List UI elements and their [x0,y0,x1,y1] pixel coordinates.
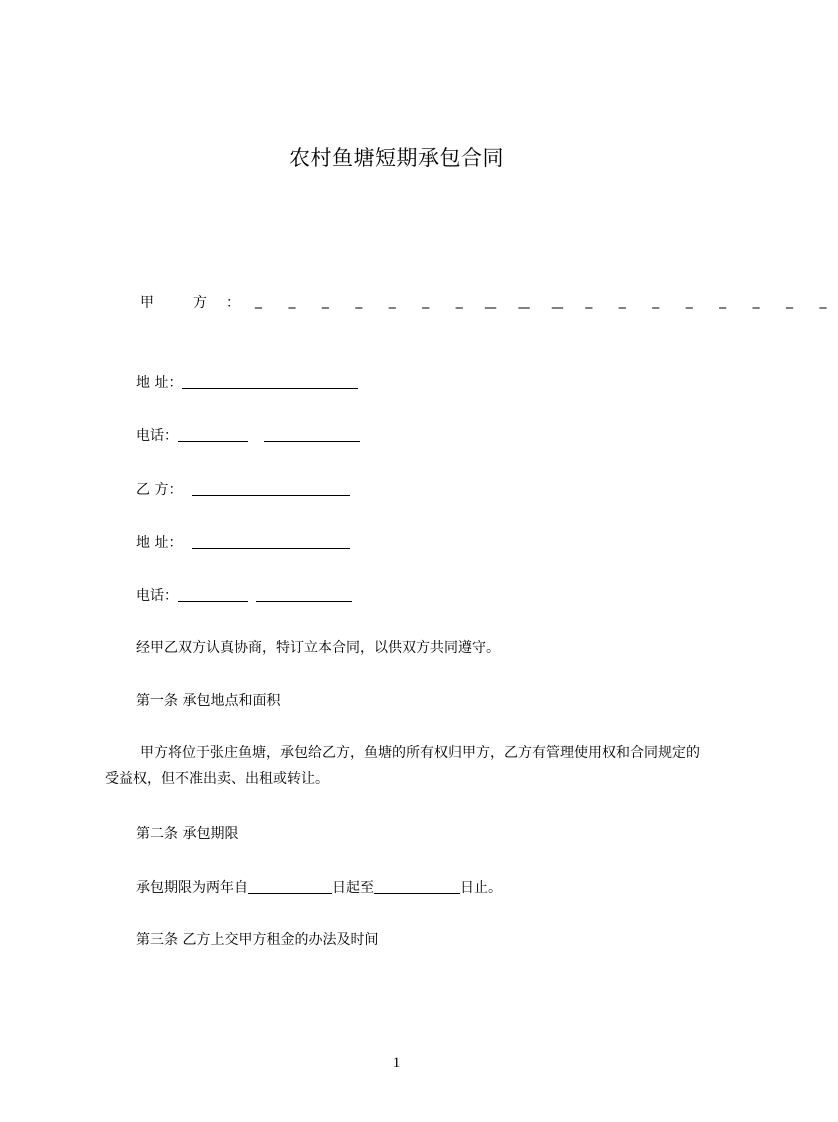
article2-body-part3: 日止。 [460,880,502,896]
article2-body-part1: 承包期限为两年自 [136,880,248,896]
phone-a-blank-1 [178,427,248,442]
phone-b-label: 电话： [136,588,178,604]
party-a-dash-blank-1: _ _ _ _ _ _ _ _ _ _ [255,293,575,309]
end-date-blank [374,879,460,894]
party-b-line [136,479,350,500]
phone-b-blank-1 [178,587,248,602]
party-a-label-char2: 方 [193,295,207,311]
phone-a-label: 电话： [136,428,178,444]
intro-paragraph: 经甲乙双方认真协商，特订立本合同，以供双方共同遵守。 [136,640,500,656]
document-title: 农村鱼塘短期承包合同 [289,146,504,170]
article2-body-part2: 日起至 [332,880,374,896]
party-b-label: 乙 方： [136,482,183,498]
address-b-blank [192,534,350,549]
article2-body [136,877,502,898]
article1-body: 甲方将位于张庄鱼塘，承包给乙方，鱼塘的所有权归甲方，乙方有管理使用权和合同规定的受益权，但不准出卖、出租或转让。 [105,745,700,787]
article1-heading: 第一条 承包地点和面积 [136,693,281,709]
address-b-line [136,532,350,553]
address-a-blank [182,374,358,389]
party-a-dash-blank-2: _ _ _ _ _ _ _ _ _ _ _ [485,293,838,309]
page-number: 1 [392,1055,401,1071]
start-date-blank [248,879,332,894]
phone-b-line [136,585,352,606]
phone-a-blank-2 [264,427,360,442]
address-b-label: 地 址： [136,535,183,551]
party-a-colon: ： [226,295,240,311]
party-b-blank [192,481,350,496]
phone-b-blank-2 [256,587,352,602]
phone-a-line [136,425,360,446]
article2-heading: 第二条 承包期限 [136,826,239,842]
address-a-line [136,372,358,393]
article3-heading: 第三条 乙方上交甲方租金的办法及时间 [136,932,379,948]
party-a-label-char1: 甲 [140,295,154,311]
address-a-label: 地 址： [136,375,183,391]
